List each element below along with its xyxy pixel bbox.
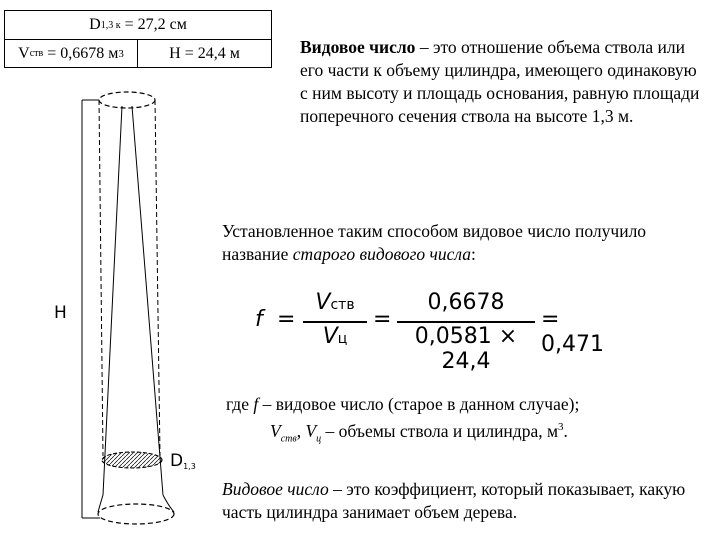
established-text-after: : — [471, 244, 476, 264]
formula-lhs: f — [255, 307, 263, 332]
trunk-right-edge — [132, 106, 163, 495]
formula-numerator-value: 0,6678 — [427, 290, 505, 315]
final-definition-paragraph — [222, 478, 712, 524]
legend-line-volumes — [226, 416, 696, 450]
diameter-label: D1,3 — [170, 451, 196, 471]
formula-legend — [226, 393, 696, 450]
legend-vstv-symbol: V — [270, 420, 281, 441]
volume-symbol: V — [18, 44, 30, 62]
formula-equals: = — [277, 307, 296, 332]
formula-result: = 0,471 — [541, 307, 604, 357]
legend-exponent: 3 — [558, 421, 564, 433]
legend-f-symbol: f — [253, 394, 259, 414]
legend-volumes-text: – объемы ствола и цилиндра, м — [321, 420, 559, 441]
definition-paragraph — [300, 36, 700, 128]
height-value: H = 24,4 м — [169, 44, 240, 62]
cross-section-ellipse — [102, 452, 162, 468]
cylinder-left-dashed — [99, 100, 103, 456]
definition-text: – это отношение объема ствола или его части к объему цилиндра, имеющего одинаковую с ним высоту и площадь основания, равную площади поперечного сечения ствола на высоте 1,3 м. — [300, 37, 700, 126]
formula-fraction-values — [397, 290, 535, 374]
volume-cell — [4, 39, 138, 68]
parameter-table — [4, 10, 272, 68]
height-cell — [137, 39, 272, 68]
established-italic-term: старого видового числа — [292, 244, 472, 264]
legend-vc-symbol: V — [305, 420, 317, 441]
volume-subscript: ств — [29, 48, 44, 59]
established-paragraph — [222, 220, 692, 266]
legend-comma: , — [296, 420, 306, 441]
trunk-left-edge — [103, 106, 122, 495]
formula-fraction-volumes — [303, 290, 367, 352]
trunk-diagram — [50, 80, 240, 540]
formula-fraction-bar-2 — [397, 321, 535, 323]
volume-value: = 0,6678 м — [47, 44, 119, 62]
diameter-subscript: 1,3 к — [100, 19, 121, 31]
final-definition-term: Видовое число — [222, 479, 329, 499]
height-label: H — [54, 303, 67, 323]
form-factor-formula — [255, 290, 615, 374]
diameter-symbol: D — [89, 16, 101, 33]
formula-fraction-bar-1 — [303, 321, 367, 323]
volume-exponent: 3 — [118, 47, 124, 60]
formula-denominator-value: 0,0581 × 24,4 — [414, 324, 518, 374]
definition-term: Видовое число — [300, 37, 416, 57]
legend-f-text: – видовое число (старое в данном случае); — [258, 394, 580, 414]
formula-numerator-vstv: Vств — [315, 290, 355, 315]
diameter-value: = 27,2 см — [124, 16, 187, 33]
top-ellipse — [99, 92, 155, 108]
legend-vc-sub: ц — [316, 433, 322, 445]
legend-end: . — [563, 420, 568, 441]
legend-line-f — [226, 393, 696, 416]
diameter-cell — [4, 10, 272, 40]
established-text-before: Установленное таким способом видовое число получило название — [222, 221, 647, 264]
bottom-ellipse — [98, 504, 174, 524]
formula-denominator-vc: Vц — [322, 324, 348, 349]
formula-equals-2: = — [373, 307, 392, 332]
legend-prefix: где — [226, 394, 254, 414]
legend-vstv-sub: ств — [280, 433, 297, 445]
final-definition-text: – это коэффициент, который показывает, какую часть цилиндра занимает объем дерева. — [222, 479, 686, 522]
